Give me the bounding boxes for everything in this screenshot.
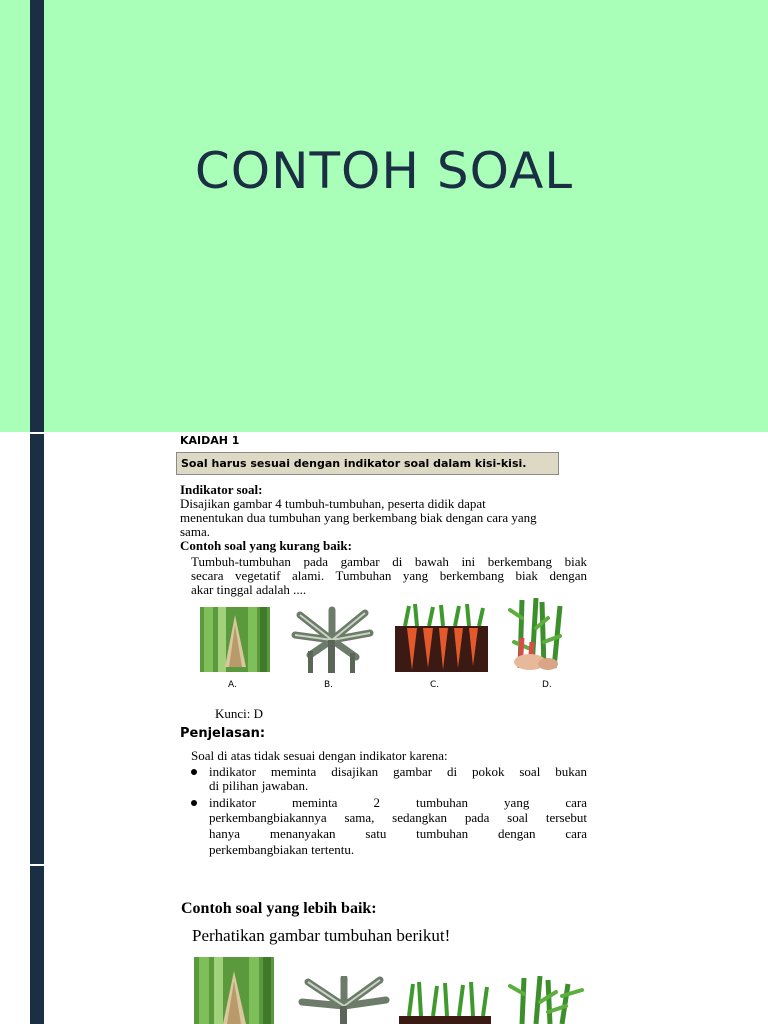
bullet-line: di pilihan jawaban. <box>209 778 309 793</box>
rule-number: KAIDAH 1 <box>180 434 240 447</box>
bullet-dot <box>191 769 197 775</box>
rule-box <box>176 452 559 475</box>
choice-label: B. <box>324 680 334 690</box>
bullet-line: perkembangbiakan tertentu. <box>209 842 355 857</box>
banana-plant-picture <box>298 976 390 1024</box>
bullet-dot <box>191 800 197 806</box>
question-line: akar tinggal adalah .... <box>191 582 307 597</box>
title-slide <box>0 0 768 432</box>
question-line: Tumbuh-tumbuhan pada gambar di bawah ini berkembang biak <box>191 554 587 569</box>
choice-label: D. <box>542 680 552 690</box>
bamboo-shoot-picture <box>200 607 270 672</box>
penjelasan-intro: Soal di atas tidak sesuai dengan indikator karena: <box>191 748 448 763</box>
bullet-line: indikator meminta disajikan gambar di pokok soal bukan <box>209 764 587 779</box>
lebih-heading: Contoh soal yang lebih baik: <box>181 900 377 917</box>
ginger-picture <box>506 976 586 1024</box>
bullet-line: indikator meminta 2 tumbuhan yang cara <box>209 795 587 810</box>
slide-title: CONTOH SOAL <box>194 142 574 200</box>
rule-text: Soal harus sesuai dengan indikator soal dalam kisi-kisi. <box>181 457 527 470</box>
indikator-line: sama. <box>180 524 210 539</box>
instruction-text: Perhatikan gambar tumbuhan berikut! <box>192 926 451 945</box>
question-line: secara vegetatif alami. Tumbuhan yang berkembang biak dengan <box>191 568 587 583</box>
ginger-picture <box>508 598 566 672</box>
answer-key: Kunci: D <box>215 706 264 721</box>
side-bar-divider <box>30 864 44 866</box>
indikator-heading: Indikator soal: <box>180 482 263 497</box>
carrot-picture <box>399 978 491 1024</box>
choice-label: C. <box>430 680 440 690</box>
bullet-line: hanya menanyakan satu tumbuhan dengan cara <box>209 826 587 841</box>
bamboo-shoot-picture <box>194 957 274 1024</box>
choice-label: A. <box>228 680 237 690</box>
kurang-heading: Contoh soal yang kurang baik: <box>180 538 352 553</box>
indikator-line: menentukan dua tumbuhan yang berkembang biak dengan cara yang <box>180 510 537 525</box>
banana-plant-picture <box>290 605 375 675</box>
bullet-line: perkembangbiakannya sama, sedangkan pada soal tersebut <box>209 810 587 825</box>
indikator-line: Disajikan gambar 4 tumbuh-tumbuhan, peserta didik dapat <box>180 496 486 511</box>
carrot-picture <box>395 602 488 672</box>
side-bar <box>30 0 44 1024</box>
side-bar-divider <box>30 432 44 434</box>
penjelasan-heading: Penjelasan: <box>180 726 266 741</box>
